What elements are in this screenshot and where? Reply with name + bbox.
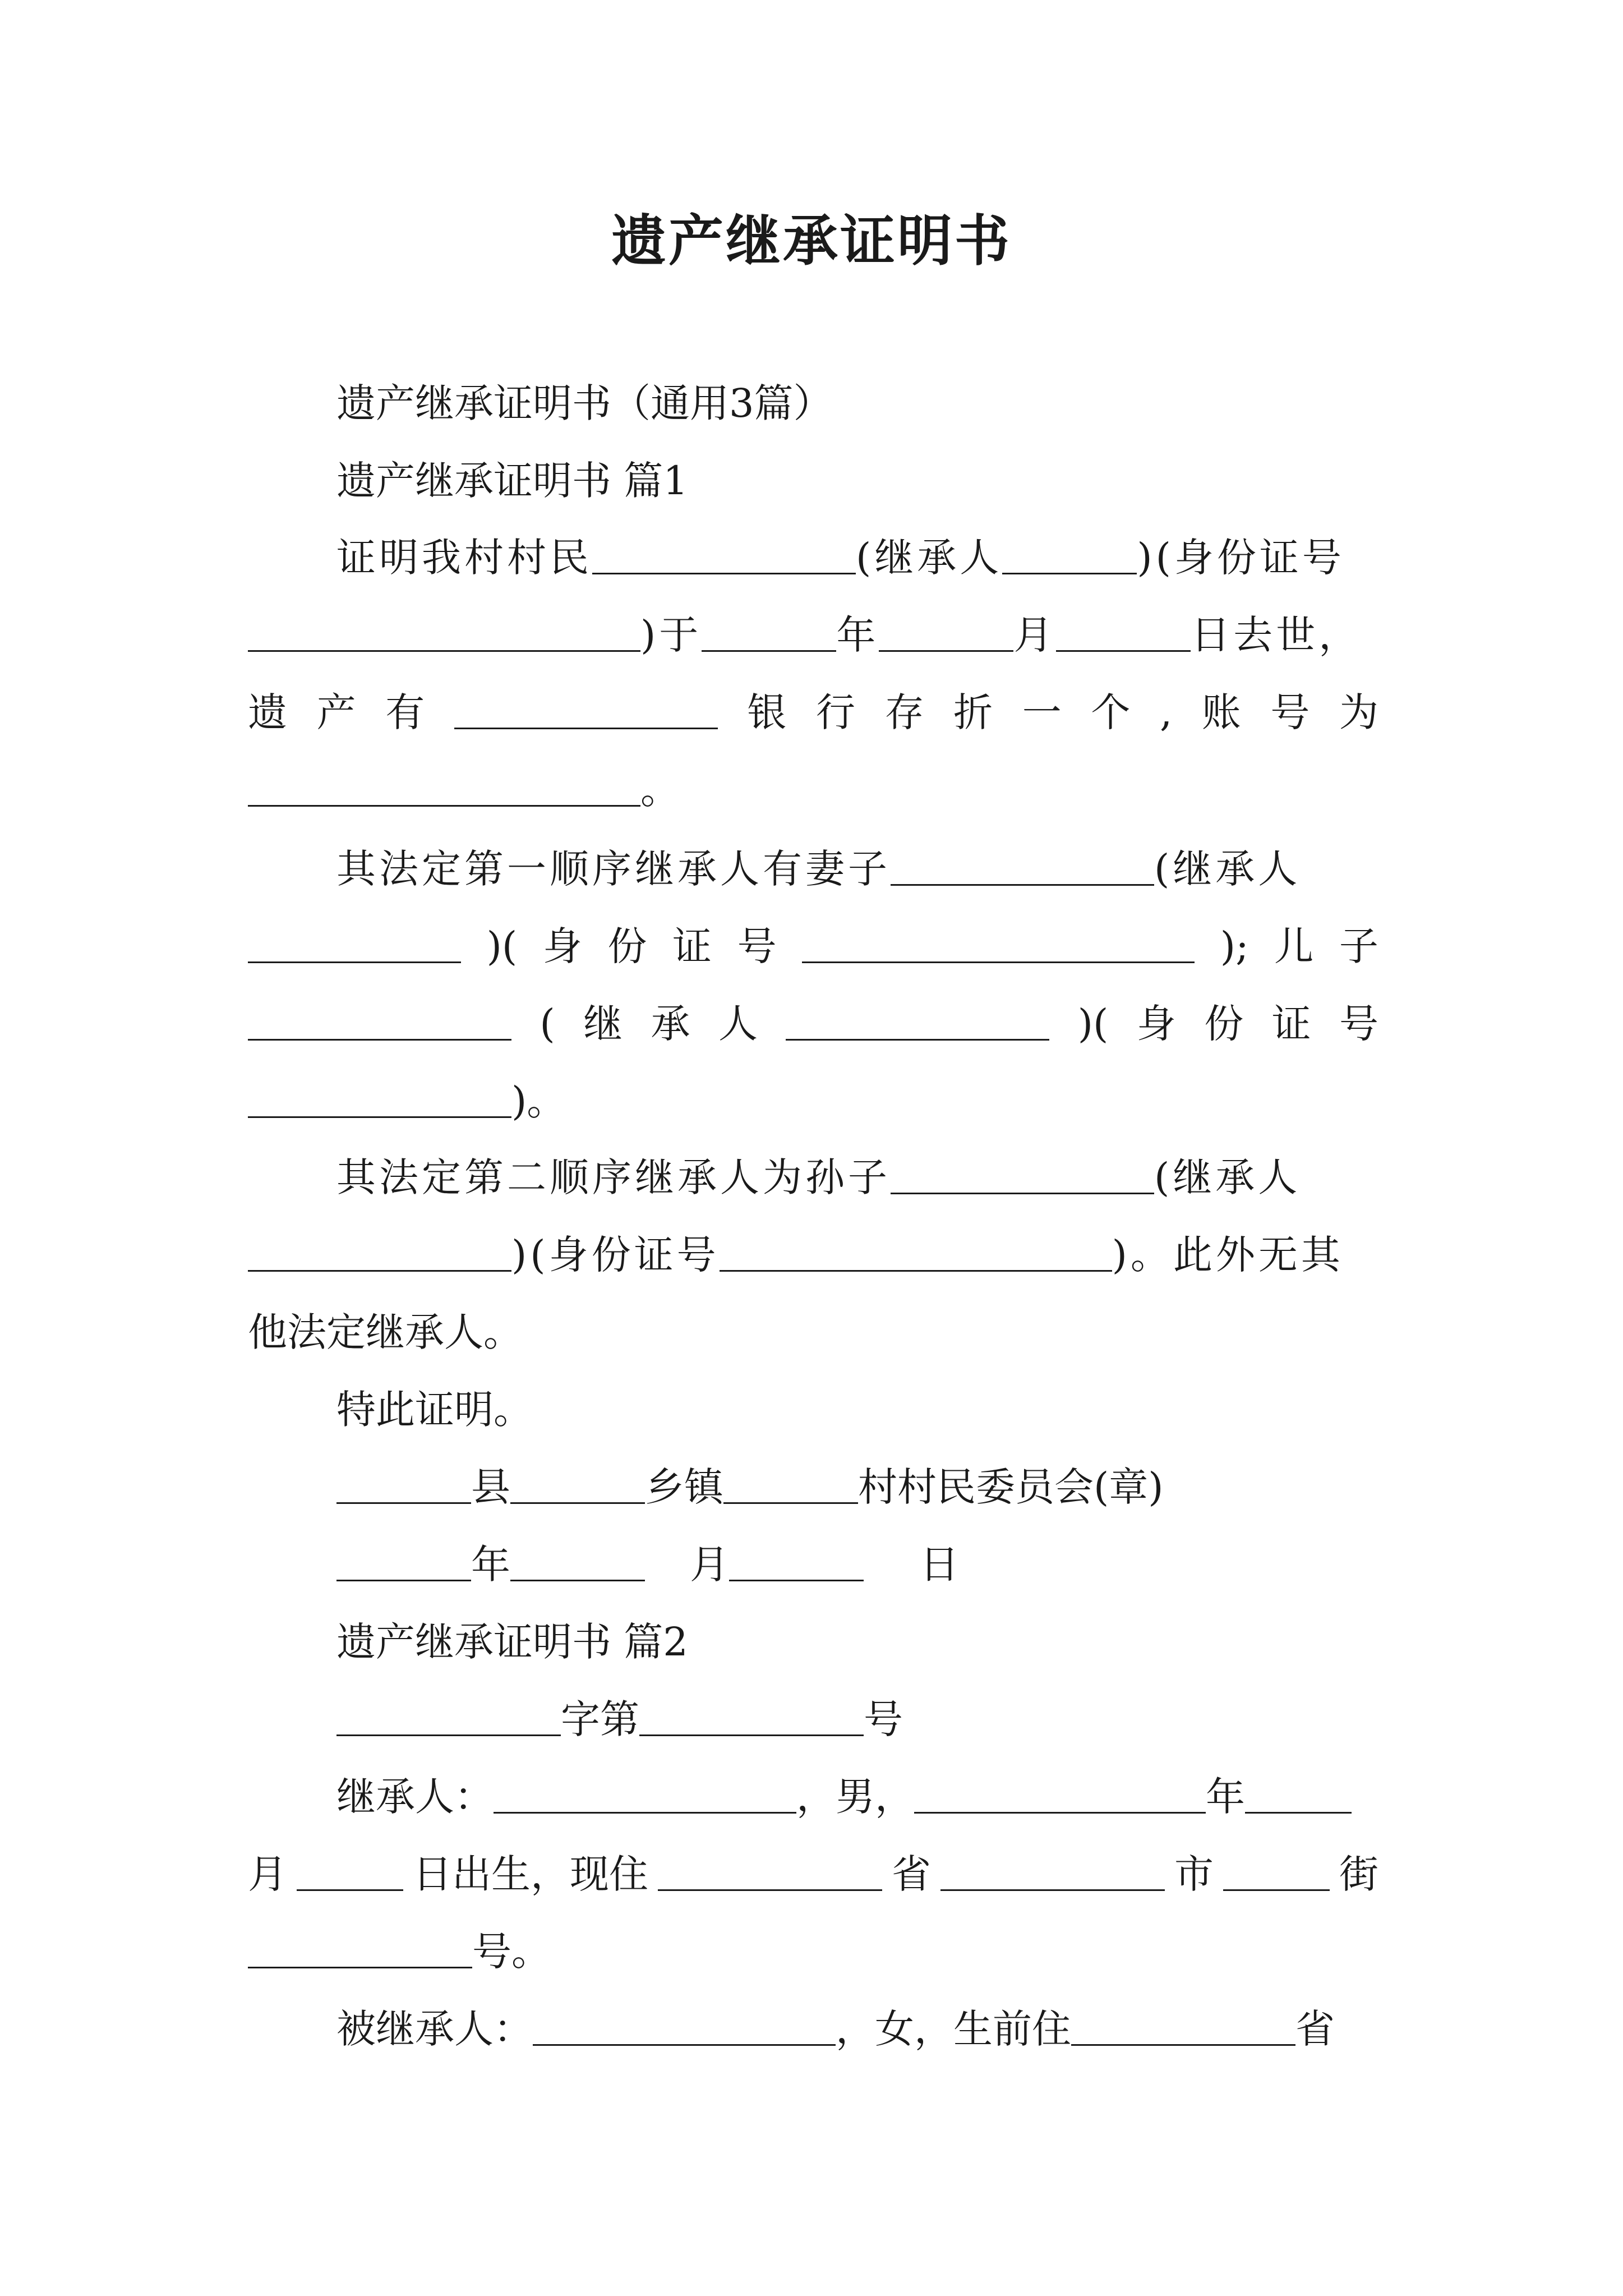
text: )( — [1077, 1001, 1109, 1047]
text: 月 — [248, 1851, 287, 1897]
char: 一 — [1022, 689, 1062, 735]
char: 银 — [747, 689, 787, 735]
blank-heir-name[interactable] — [494, 1773, 796, 1814]
char: 号 — [1339, 1001, 1378, 1047]
subtitle-text: 遗产继承证明书（通用3篇） — [336, 380, 833, 426]
text: 年 — [1206, 1774, 1245, 1820]
p2-line-3 — [248, 985, 1378, 1062]
text: (继承人 — [1154, 1154, 1301, 1200]
blank-son-id[interactable] — [248, 1077, 511, 1118]
text: ); — [1220, 923, 1249, 969]
blank-deceased-name[interactable] — [533, 2005, 836, 2046]
text: 日去世， — [1191, 612, 1362, 658]
char: 折 — [953, 689, 993, 735]
blank-village[interactable] — [723, 1463, 858, 1504]
text: 。 — [640, 767, 680, 813]
char: , — [1159, 689, 1173, 735]
char: 儿 — [1274, 923, 1314, 969]
char: 产 — [316, 689, 356, 735]
blank-heir-birth-month-start[interactable] — [1245, 1773, 1352, 1814]
heir-line-2 — [248, 1835, 1378, 1913]
part1-heading-text: 遗产继承证明书 篇1 — [336, 458, 688, 504]
p1-line-4 — [248, 751, 1378, 829]
p1-line-2 — [248, 596, 1378, 674]
char: 子 — [1339, 923, 1378, 969]
blank-son[interactable] — [248, 1000, 511, 1041]
text: )(身份证号 — [511, 1232, 720, 1278]
part1-heading — [248, 442, 1378, 519]
p3-line-3 — [248, 1294, 1378, 1371]
text: 市 — [1174, 1851, 1214, 1897]
text: 日出生，现住 — [413, 1851, 648, 1897]
char: 身 — [542, 923, 582, 969]
heir-line-3 — [248, 1913, 1378, 1990]
text: )。 — [511, 1078, 566, 1124]
p2-line-1 — [248, 830, 1378, 908]
text: 号。 — [472, 1929, 551, 1975]
char: 有 — [385, 689, 425, 735]
char: 证 — [672, 923, 712, 969]
blank-grandson[interactable] — [891, 1153, 1154, 1194]
closing-line — [248, 1371, 1378, 1448]
text: 证明我村村民 — [336, 535, 592, 581]
text: 乡镇 — [645, 1464, 723, 1510]
blank-grandson-heir[interactable] — [248, 1231, 511, 1272]
text: 村村民委员会(章) — [858, 1464, 1164, 1510]
p1-line-3 — [248, 674, 1378, 751]
blank-deceased-province[interactable] — [1071, 2005, 1295, 2046]
blank-heir-street[interactable] — [1223, 1850, 1330, 1891]
blank-sign-month[interactable] — [510, 1540, 645, 1581]
text: (继承人 — [1154, 846, 1301, 892]
char: 个 — [1091, 689, 1131, 735]
heir-line-1 — [248, 1758, 1378, 1835]
blank-heir-city[interactable] — [940, 1850, 1165, 1891]
char: 存 — [884, 689, 924, 735]
blank-heir-province[interactable] — [658, 1850, 882, 1891]
p3-line-1 — [248, 1139, 1378, 1216]
text: 被继承人： — [336, 2006, 533, 2052]
text: 县 — [471, 1464, 510, 1510]
char: 为 — [1339, 689, 1378, 735]
blank-zi[interactable] — [336, 1695, 561, 1736]
text: 月 — [1013, 612, 1057, 658]
signature-line — [248, 1448, 1378, 1526]
char: 号 — [737, 923, 777, 969]
document-title: 遗产继承证明书 — [611, 209, 1012, 273]
char: 身 — [1136, 1001, 1176, 1047]
char: 继 — [583, 1001, 623, 1047]
text: )于 — [640, 612, 702, 658]
char: 号 — [1270, 689, 1310, 735]
deceased-line — [248, 1990, 1378, 2068]
blank-wife[interactable] — [891, 845, 1154, 886]
blank-county[interactable] — [336, 1463, 471, 1504]
blank-son-heir[interactable] — [786, 1000, 1049, 1041]
char: 账 — [1201, 689, 1241, 735]
blank-grandson-id[interactable] — [720, 1231, 1112, 1272]
blank-villager[interactable] — [592, 533, 856, 574]
blank-heir[interactable] — [1002, 533, 1137, 574]
text: (继承人 — [856, 535, 1003, 581]
text: 街 — [1339, 1851, 1378, 1897]
text: ，女，生前住 — [836, 2006, 1071, 2052]
text: 年 — [471, 1542, 510, 1588]
text: 省 — [892, 1851, 931, 1897]
blank-wife-heir[interactable] — [248, 922, 461, 963]
p2-line-2 — [248, 908, 1378, 985]
char: 份 — [1204, 1001, 1244, 1047]
blank-month[interactable] — [879, 611, 1013, 652]
text: 省 — [1295, 2006, 1335, 2052]
text: 字第 — [561, 1696, 639, 1742]
text: )( — [486, 923, 518, 969]
blank-heir-number[interactable] — [248, 1927, 472, 1968]
doc-number-line — [248, 1681, 1378, 1758]
closing-text: 特此证明。 — [336, 1387, 533, 1433]
blank-town[interactable] — [510, 1463, 645, 1504]
p3-line-2 — [248, 1216, 1378, 1294]
char: 遗 — [248, 689, 287, 735]
date-line — [248, 1526, 1378, 1603]
text: 继承人： — [336, 1774, 494, 1820]
blank-sign-year[interactable] — [336, 1540, 471, 1581]
blank-wife-id[interactable] — [802, 922, 1195, 963]
part2-heading — [248, 1603, 1378, 1681]
blank-heir-birth-day[interactable] — [297, 1850, 403, 1891]
char: ( — [540, 1001, 555, 1047]
blank-number[interactable] — [639, 1695, 864, 1736]
text: 年 — [836, 612, 879, 658]
text: 他法定继承人。 — [248, 1309, 523, 1355]
blank-bank[interactable] — [454, 688, 718, 729]
text: 日 — [920, 1542, 959, 1588]
text: ，男， — [796, 1774, 914, 1820]
text: 其法定第一顺序继承人有妻子 — [336, 846, 891, 892]
text: 其法定第二顺序继承人为孙子 — [336, 1154, 891, 1200]
subtitle — [248, 365, 1378, 442]
char: 行 — [815, 689, 855, 735]
blank-day[interactable] — [1056, 611, 1191, 652]
char: 证 — [1271, 1001, 1311, 1047]
blank-sign-day[interactable] — [729, 1540, 864, 1581]
char: 份 — [607, 923, 647, 969]
char: 承 — [651, 1001, 690, 1047]
text: )(身份证号 — [1137, 535, 1345, 581]
blank-account[interactable] — [248, 766, 640, 807]
text: )。此外无其 — [1112, 1232, 1344, 1278]
char: 人 — [718, 1001, 758, 1047]
text: 号 — [864, 1696, 903, 1742]
blank-id-number[interactable] — [248, 611, 640, 652]
p1-line-1 — [248, 519, 1378, 596]
p2-line-4 — [248, 1062, 1378, 1140]
blank-year[interactable] — [702, 611, 836, 652]
text: 月 — [690, 1542, 729, 1588]
part2-heading-text: 遗产继承证明书 篇2 — [336, 1619, 688, 1665]
blank-heir-birth-year[interactable] — [914, 1773, 1206, 1814]
